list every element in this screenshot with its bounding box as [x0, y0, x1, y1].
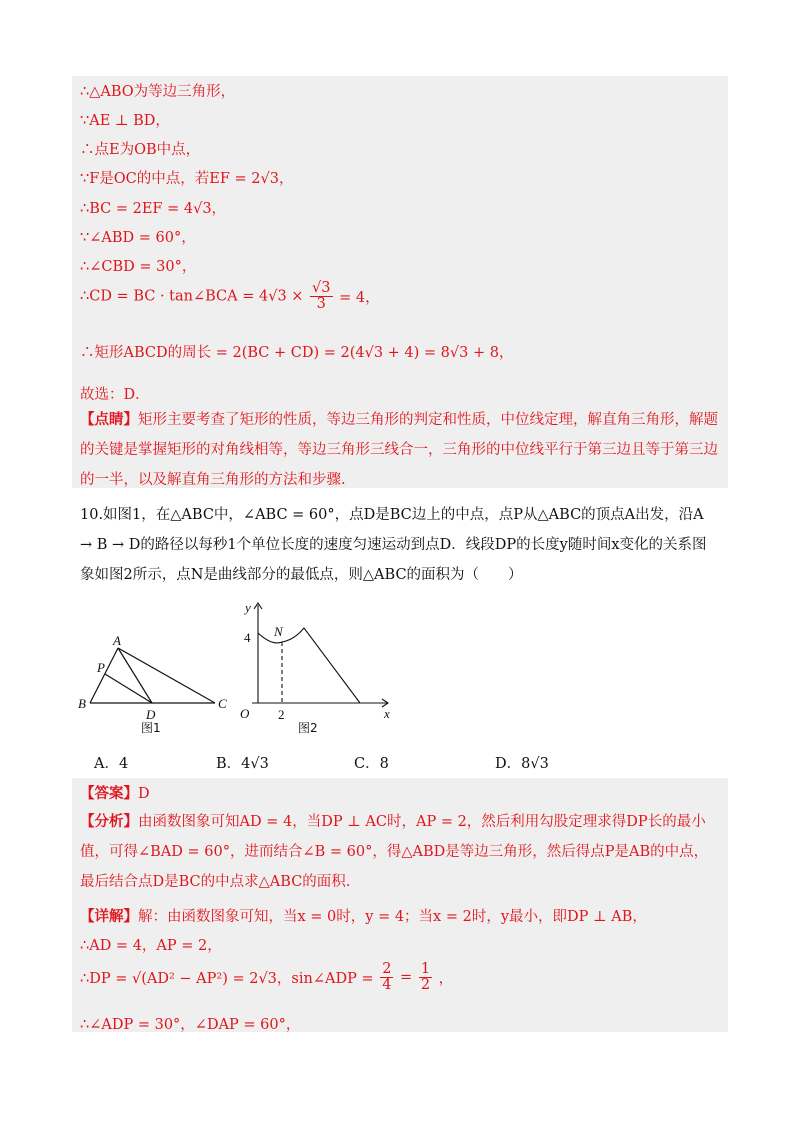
y-axis-label: y [245, 600, 251, 615]
segment-AB [90, 648, 118, 703]
solution-line-5: ∴BC = 2EF = 4√3， [80, 201, 227, 217]
segment-AC [118, 648, 215, 703]
x-tick-2: 2 [278, 707, 285, 722]
option-c[interactable]: C．8 [354, 756, 389, 772]
comment-tag: 【点睛】 [80, 411, 138, 428]
detail-equals: = [400, 969, 413, 986]
label-D: D [146, 707, 156, 722]
fraction-numerator: 1 [420, 961, 431, 977]
fraction-numerator: 2 [382, 961, 392, 977]
analysis-tag: 【分析】 [80, 813, 138, 830]
solution-line-8 [80, 281, 380, 312]
option-d[interactable]: D．8√3 [495, 756, 549, 772]
detail-line-3-end: ， [438, 971, 454, 988]
question-text: 10.如图1，在△ABC中，∠ABC = 60°，点D是BC边上的中点，点P从△ABC的顶点A出发，沿A → B → D的路径以每秒1个单位长度的速度匀速运动到点D．线段DP的长度y随时间x变化的关系图象如图2所示，点N是曲线部分的最低点，则△ABC的面积为（ ） [80, 507, 707, 583]
y-tick-4: 4 [244, 630, 251, 645]
fraction-denominator: 2 [420, 977, 431, 994]
solution-line-4: ∵F是OC的中点，若EF = 2√3， [80, 171, 294, 187]
segment-PD [105, 674, 152, 703]
solution-line-8-fraction [310, 281, 332, 312]
label-B: B [78, 696, 86, 711]
fraction-numerator: √3 [312, 280, 331, 296]
answer-value: D [138, 786, 150, 802]
detail-fraction-2 [419, 962, 432, 993]
detail-line-3-text: ∴DP = √(AD² − AP²) = 2√3，sin∠ADP = [80, 971, 374, 988]
solution-line-3: ∴点E为OB中点， [80, 142, 201, 158]
segment-AD [118, 648, 152, 703]
detail-fraction-1 [380, 962, 393, 993]
solution-line-7: ∴∠CBD = 30°， [80, 259, 197, 275]
fraction-denominator: 4 [382, 977, 392, 994]
detail-line-3 [80, 962, 453, 993]
x-axis-label: x [384, 706, 390, 721]
label-A: A [113, 633, 121, 648]
figure-1-caption: 图1 [141, 721, 161, 735]
figure-2-graph [232, 600, 402, 740]
detail-line-4: ∴∠ADP = 30°，∠DAP = 60°， [80, 1017, 301, 1033]
solution-line-10: 故选：D． [80, 387, 150, 403]
detail-line-1-text: 解：由函数图象可知，当x = 0时，y = 4；当x = 2时，y最小，即DP ⊥ AB， [138, 909, 647, 925]
origin-label: O [240, 706, 250, 721]
solution-line-6: ∵∠ABD = 60°， [80, 230, 196, 246]
label-P: P [97, 660, 105, 675]
analysis-text: 由函数图象可知AD = 4，当DP ⊥ AC时，AP = 2，然后利用勾股定理求得DP长的最小值，可得∠BAD = 60°，进而结合∠B = 60°，得△ABD是等边三角形，然后得点P是AB的中点，最后结合点D是BC的中点求△ABC的面积. [80, 814, 709, 890]
comment-paragraph [80, 405, 720, 495]
solution-line-1: ∴△ABO为等边三角形， [80, 84, 236, 100]
label-C: C [218, 696, 227, 711]
detail-line-2: ∴AD = 4，AP = 2， [80, 938, 222, 954]
solution-line-2: ∵AE ⊥ BD， [80, 113, 170, 129]
comment-text: 矩形主要考查了矩形的性质，等边三角形的判定和性质，中位线定理，解直角三角形，解题的关键是掌握矩形的对角线相等，等边三角形三线合一，三角形的中位线平行于第三边且等于第三边的一半，以及解直角三角形的方法和步骤. [80, 412, 718, 488]
function-curve [258, 628, 360, 703]
fraction-denominator: 3 [316, 296, 326, 313]
figure-1-triangle [78, 630, 238, 740]
detail-tag: 【详解】 [80, 908, 138, 925]
point-N-label: N [274, 624, 283, 639]
solution-line-9: ∴矩形ABCD的周长 = 2(BC + CD) = 2(4√3 + 4) = 8√3 + 8， [80, 345, 514, 361]
analysis-paragraph [80, 807, 720, 897]
answer-tag: 【答案】 [80, 785, 138, 802]
option-b[interactable]: B．4√3 [216, 756, 269, 772]
detail-line-1 [80, 905, 647, 926]
answer-line [80, 782, 150, 803]
solution-line-8-rhs: = 4， [339, 290, 380, 307]
figure-2-caption: 图2 [298, 721, 318, 735]
option-a[interactable]: A．4 [94, 756, 129, 772]
solution-line-8-lhs: ∴CD = BC · tan∠BCA = 4√3 × [80, 288, 304, 305]
